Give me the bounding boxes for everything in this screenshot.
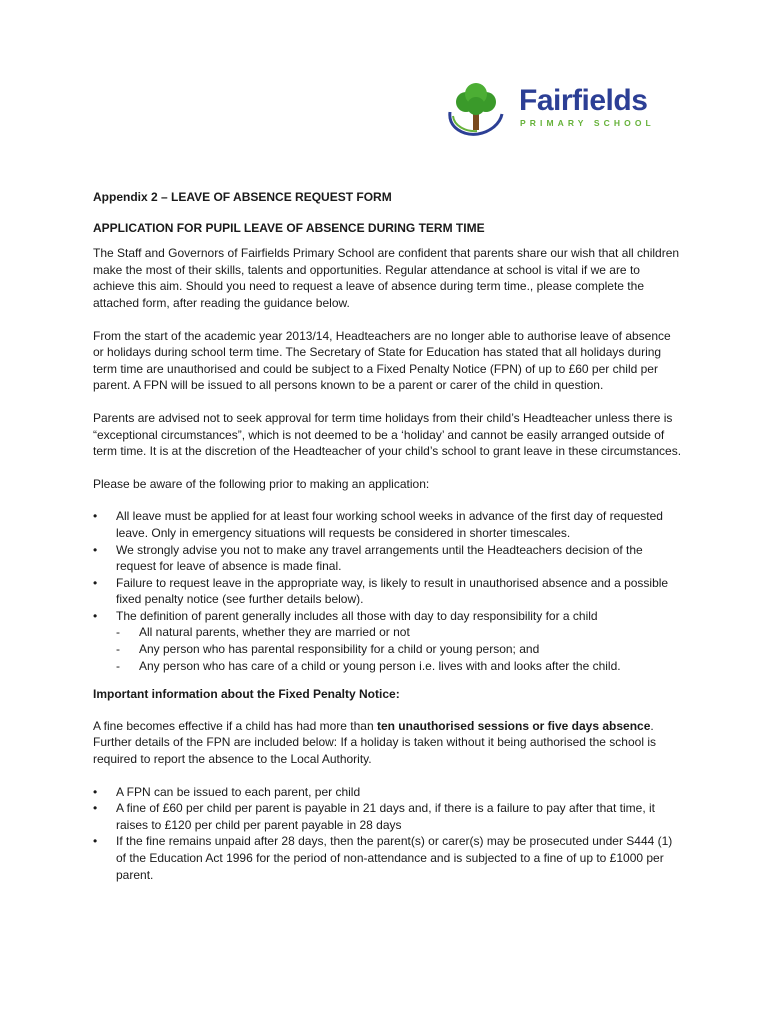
list-item: • We strongly advise you not to make any travel arrangements until the Headteachers decision of the request for leave of absence is made final. bbox=[93, 542, 683, 575]
fine-text-end: . Further details of the FPN are included below: If a holiday is taken without it being authorised the school is required to report the absence to the Local Authority. bbox=[93, 718, 656, 767]
sub-list-item: - Any person who has parental responsibility for a child or young person; and bbox=[116, 641, 683, 658]
exceptional-paragraph: Parents are advised not to seek approval for term time holidays from their child’s Headteacher unless there is “exceptional circumstances”, which is not deemed to be a ‘holiday’ and cannot be easily arranged outside of term time. It is at the discretion of the Headteacher of your child’s school to grant leave in these circumstances. bbox=[93, 410, 682, 459]
list-item: • A FPN can be issued to each parent, per child bbox=[93, 784, 683, 801]
intro-paragraph: The Staff and Governors of Fairfields Primary School are confident that parents share our wish that all children make the most of their skills, talents and opportunities. Regular attendance at school is vital if we are to achieve this aim. Should you need to request a leave of absence during term time., please complete the attached form, after reading the guidance below. bbox=[93, 246, 680, 310]
application-title: APPLICATION FOR PUPIL LEAVE OF ABSENCE DURING TERM TIME bbox=[93, 220, 485, 235]
list-item bbox=[93, 608, 683, 674]
tree-icon bbox=[444, 82, 508, 138]
logo-name: Fairfields bbox=[519, 84, 648, 117]
parent-definition-sublist bbox=[116, 624, 683, 674]
logo-subtitle: PRIMARY SCHOOL bbox=[520, 118, 655, 128]
sub-list-item: - All natural parents, whether they are married or not bbox=[116, 624, 683, 641]
fine-paragraph bbox=[93, 718, 683, 768]
sub-list-item: - Any person who has care of a child or young person i.e. lives with and looks after the child. bbox=[116, 658, 683, 675]
list-item: • Failure to request leave in the appropriate way, is likely to result in unauthorised absence and a possible fixed penalty notice (see further details below). bbox=[93, 575, 683, 608]
school-logo bbox=[444, 82, 664, 138]
list-item: • If the fine remains unpaid after 28 days, then the parent(s) or carer(s) may be prosecuted under S444 (1) of the Education Act 1996 for the period of non-attendance and is subjected to a fine of up to £1000 per parent. bbox=[93, 833, 683, 883]
fine-text-start: A fine becomes effective if a child has had more than bbox=[93, 718, 377, 733]
fpn-heading: Important information about the Fixed Penalty Notice: bbox=[93, 687, 400, 702]
legal-paragraph: From the start of the academic year 2013/14, Headteachers are no longer able to authorise leave of absence or holidays during school term time. The Secretary of State for Education has stated that all holidays during term time are unauthorised and could be subject to a Fixed Penalty Notice (FPN) of up to £60 per child per parent. A FPN will be issued to all persons known to be a parent or carer of the child in question. bbox=[93, 328, 671, 393]
list-item: • A fine of £60 per child per parent is payable in 21 days and, if there is a failure to pay after that time, it raises to £120 per child per parent payable in 28 days bbox=[93, 800, 683, 833]
appendix-title: Appendix 2 – LEAVE OF ABSENCE REQUEST FORM bbox=[93, 190, 392, 204]
document-body bbox=[93, 189, 683, 895]
fpn-details-list bbox=[93, 784, 683, 884]
list-item: • All leave must be applied for at least four working school weeks in advance of the first day of requested leave. Only in emergency situations will requests be considered in shorter timescales. bbox=[93, 508, 683, 541]
prior-notice-paragraph: Please be aware of the following prior to making an application: bbox=[93, 476, 430, 491]
parent-definition-text: The definition of parent generally includes all those with day to day responsibility for a child bbox=[116, 608, 598, 623]
application-rules-list bbox=[93, 508, 683, 674]
fine-threshold: ten unauthorised sessions or five days absence bbox=[376, 718, 651, 733]
